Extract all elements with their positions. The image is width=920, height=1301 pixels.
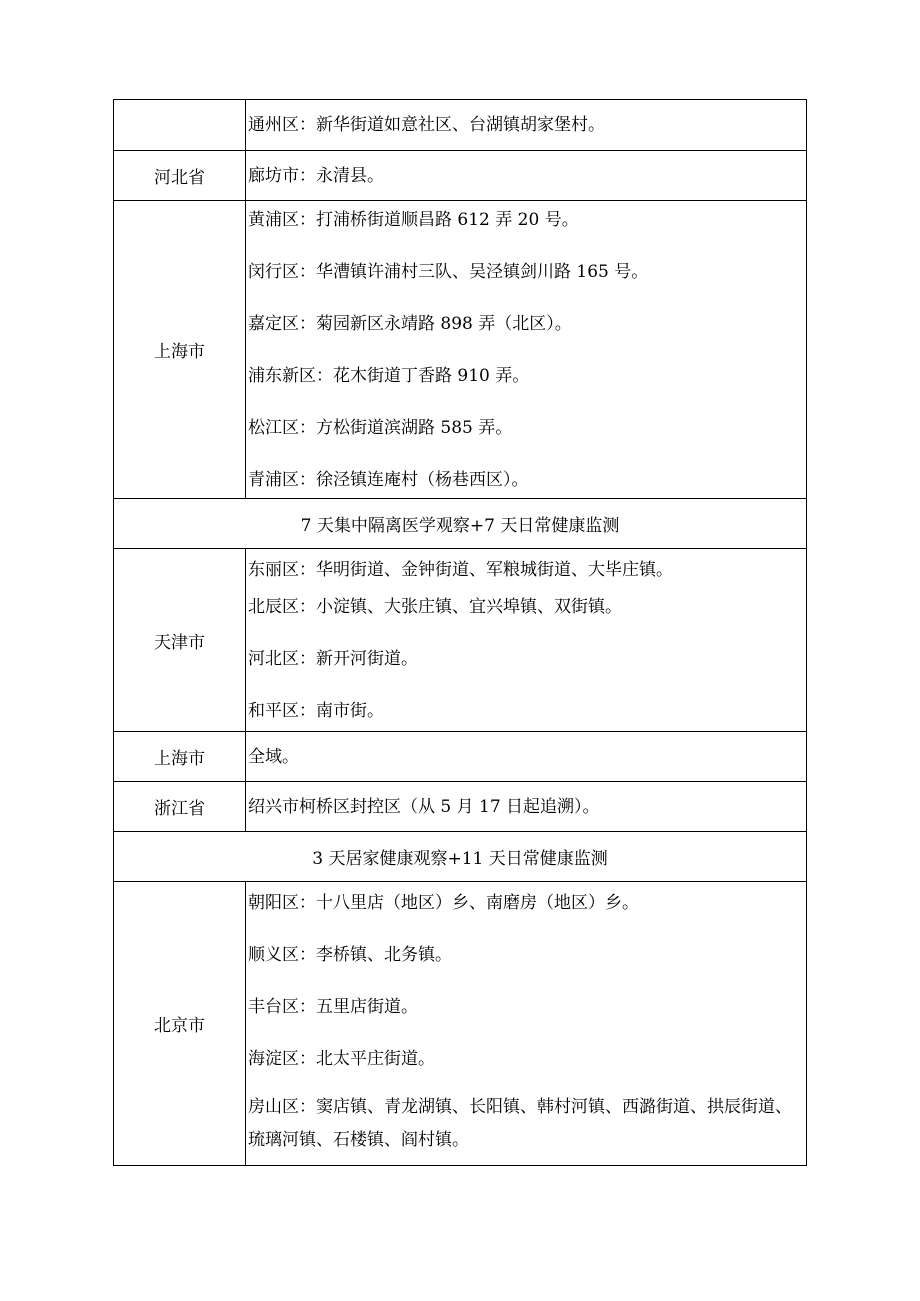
table-row (114, 201, 807, 499)
district-item: 顺义区：李桥镇、北务镇。 (248, 944, 452, 965)
district-item: 东丽区：华明街道、金钟街道、军粮城街道、大毕庄镇。 (248, 559, 673, 580)
province-cell: 天津市 (114, 549, 246, 732)
district-item: 青浦区：徐泾镇连庵村（杨巷西区）。 (248, 469, 529, 490)
district-item: 通州区：新华街道如意社区、台湖镇胡家堡村。 (248, 115, 605, 135)
district-cell (246, 732, 807, 782)
district-item: 河北区：新开河街道。 (248, 648, 418, 669)
district-cell (246, 549, 807, 732)
district-item: 朝阳区：十八里店（地区）乡、南磨房（地区）乡。 (248, 892, 639, 913)
district-item: 房山区：窦店镇、青龙湖镇、长阳镇、韩村河镇、西潞街道、拱辰街道、琉璃河镇、石楼镇、阎村镇。 (248, 1096, 792, 1150)
district-cell (246, 882, 807, 1166)
table-row (114, 151, 807, 201)
table-row (114, 100, 807, 151)
province-cell: 河北省 (114, 151, 246, 201)
district-item: 北辰区：小淀镇、大张庄镇、宜兴埠镇、双街镇。 (248, 596, 622, 617)
province-cell (114, 100, 246, 151)
district-cell (246, 100, 807, 151)
district-item: 黄浦区：打浦桥街道顺昌路 612 弄 20 号。 (248, 209, 579, 230)
table-row (114, 732, 807, 782)
district-item: 廊坊市：永清县。 (248, 165, 384, 186)
district-item: 浦东新区：花木街道丁香路 910 弄。 (248, 365, 530, 386)
section-header-row (114, 832, 807, 882)
district-cell (246, 151, 807, 201)
section-header-7day: 7 天集中隔离医学观察+7 天日常健康监测 (114, 499, 807, 549)
district-item: 和平区：南市街。 (248, 700, 384, 721)
section-header-row (114, 499, 807, 549)
table-row (114, 782, 807, 832)
district-item: 闵行区：华漕镇许浦村三队、吴泾镇剑川路 165 号。 (248, 261, 649, 282)
district-item: 全域。 (248, 746, 299, 767)
district-cell (246, 782, 807, 832)
district-item: 松江区：方松街道滨湖路 585 弄。 (248, 417, 513, 438)
province-cell: 上海市 (114, 201, 246, 499)
province-cell: 浙江省 (114, 782, 246, 832)
province-cell: 北京市 (114, 882, 246, 1166)
section-header-3day: 3 天居家健康观察+11 天日常健康监测 (114, 832, 807, 882)
table-row (114, 549, 807, 732)
table-row (114, 882, 807, 1166)
district-item: 丰台区：五里店街道。 (248, 996, 418, 1017)
risk-area-table (113, 99, 807, 1166)
district-cell (246, 201, 807, 499)
province-cell: 上海市 (114, 732, 246, 782)
district-item: 海淀区：北太平庄街道。 (248, 1048, 435, 1069)
district-item: 嘉定区：菊园新区永靖路 898 弄（北区）。 (248, 313, 572, 334)
district-item: 绍兴市柯桥区封控区（从 5 月 17 日起追溯）。 (248, 796, 600, 817)
